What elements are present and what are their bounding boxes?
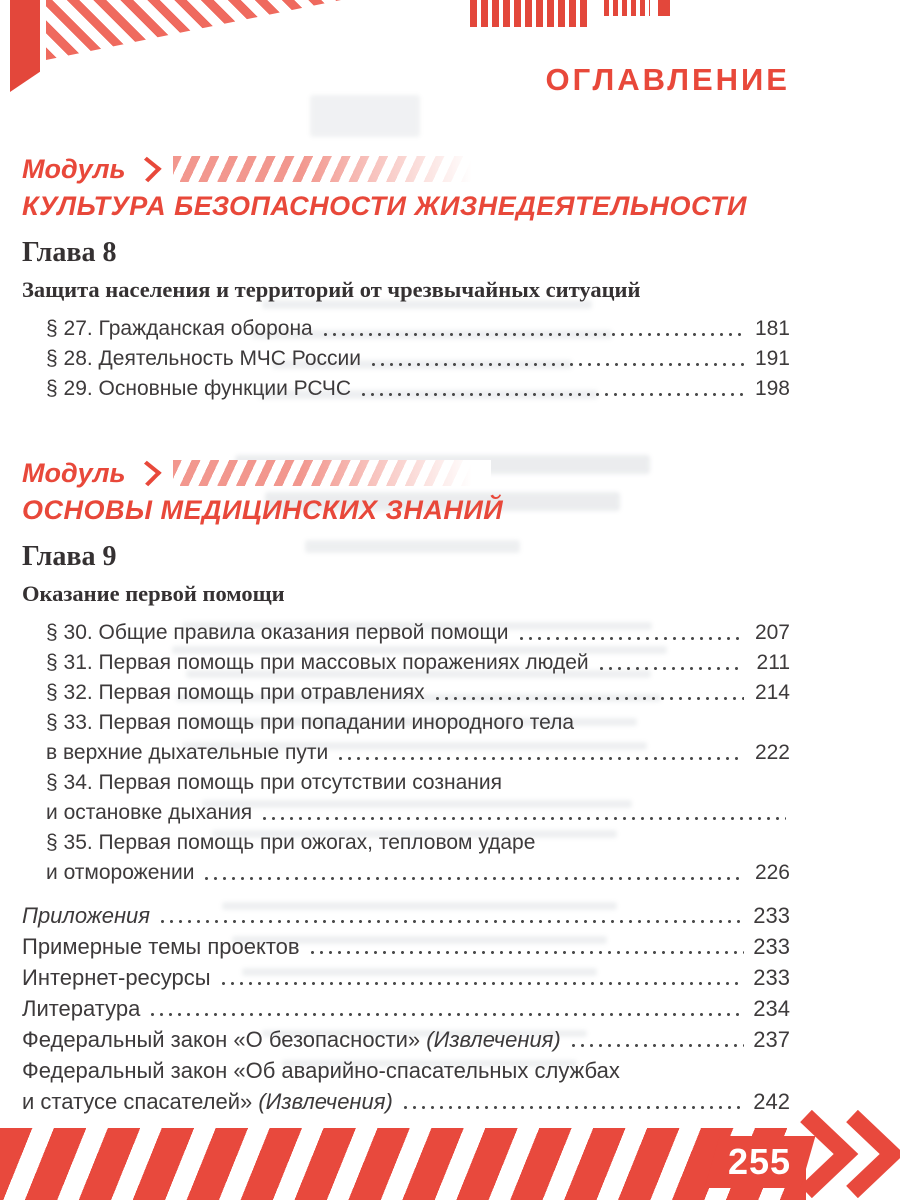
toc-entry — [22, 314, 790, 344]
toc-page-number: 222 — [754, 741, 790, 764]
toc-page-number: 233 — [753, 965, 790, 990]
page-number: 255 — [728, 1141, 792, 1182]
toc-text-segment: § 35. Первая помощь при ожогах, тепловом ударе — [46, 831, 536, 854]
leader-dots — [148, 1013, 744, 1016]
modules-container — [22, 154, 790, 888]
toc-entry-text — [46, 344, 361, 374]
toc-entry-text — [46, 798, 252, 828]
toc-text-segment: § 33. Первая помощь при попадании инородного тела — [46, 711, 575, 734]
toc-entry — [22, 1055, 790, 1117]
toc-text-segment: § 28. Деятельность МЧС России — [46, 347, 362, 370]
module-title: КУЛЬТУРА БЕЗОПАСНОСТИ ЖИЗНЕДЕЯТЕЛЬНОСТИ — [22, 191, 747, 221]
double-chevron-right-icon — [796, 1110, 900, 1198]
toc-text-segment: § 34. Первая помощь при отсутствии сознания — [46, 771, 502, 794]
toc-entry-text — [46, 828, 535, 858]
leader-dots — [401, 1106, 744, 1109]
toc-entry-line — [46, 344, 790, 374]
module-label: Модуль — [22, 154, 126, 184]
toc-entry-line — [46, 314, 790, 344]
toc-entry — [22, 931, 790, 962]
stripe-barcode-decoration-small — [604, 0, 650, 16]
toc-entry — [22, 678, 790, 708]
toc-entry — [22, 618, 790, 648]
module-title: ОСНОВЫ МЕДИЦИНСКИХ ЗНАНИЙ — [22, 495, 504, 525]
toc-entry-line — [22, 931, 790, 962]
toc-entry — [22, 993, 790, 1024]
toc-entry — [22, 374, 790, 404]
toc-text-segment: в верхние дыхательные пути — [46, 741, 329, 764]
toc-entry-line — [46, 618, 790, 648]
toc-entry — [22, 648, 790, 678]
toc-entry — [22, 708, 790, 768]
stripe-block-decoration — [658, 0, 670, 16]
toc-entry-line — [46, 678, 790, 708]
toc-text-segment: и отморожении — [46, 861, 195, 884]
toc-entry-line — [46, 738, 790, 768]
leader-dots — [308, 951, 744, 954]
toc-text-segment: и остановке дыхания — [46, 801, 253, 824]
toc-entry-line — [46, 708, 790, 738]
back-matter-list — [22, 900, 790, 1117]
toc-entry-line — [46, 798, 790, 828]
toc-entry-line — [46, 768, 790, 798]
toc-page-number: 198 — [754, 377, 790, 400]
stripe-barcode-decoration — [470, 0, 588, 27]
toc-text-segment: Приложения — [22, 903, 151, 928]
leader-dots — [369, 363, 744, 366]
toc-text-segment: Федеральный закон «Об аварийно-спасательных службах — [22, 1058, 620, 1083]
module-banner-stripes — [173, 460, 491, 486]
toc-entry — [22, 900, 790, 931]
toc-text-segment: Примерные темы проектов — [22, 934, 300, 959]
module-label: Модуль — [22, 458, 126, 488]
diagonal-stripes-icon — [46, 0, 341, 60]
toc-entry-text — [46, 708, 574, 738]
leader-dots — [219, 982, 744, 985]
toc-entry-line — [22, 1086, 790, 1117]
chapter-subtitle: Защита населения и территорий от чрезвычайных ситуаций — [22, 277, 641, 302]
toc-entry-text — [46, 374, 351, 404]
toc-entry-line — [46, 374, 790, 404]
toc-entry-line — [46, 648, 790, 678]
toc-entry-text — [22, 1086, 393, 1117]
toc-text-segment: § 29. Основные функции РСЧС — [46, 377, 352, 400]
toc-entry — [22, 768, 790, 828]
toc-entry-text — [22, 1055, 620, 1086]
toc-page-number: 226 — [754, 861, 790, 884]
toc-entry-line — [22, 900, 790, 931]
toc-page-number: 214 — [754, 681, 790, 704]
toc-text-segment: Федеральный закон «О безопасности» — [22, 1027, 427, 1052]
toc-page-number: 207 — [754, 621, 790, 644]
toc-entry-text — [46, 648, 589, 678]
toc-entry-line — [46, 858, 790, 888]
bottom-striped-band — [0, 1128, 806, 1200]
toc-page-number: 211 — [756, 651, 790, 674]
leader-dots — [260, 817, 786, 820]
toc-page-number: 181 — [754, 317, 790, 340]
toc-entry-text — [22, 931, 300, 962]
toc-entry-text — [46, 738, 328, 768]
chevron-right-icon — [133, 460, 161, 485]
toc-entry-text — [46, 314, 313, 344]
toc-entry-text — [46, 618, 509, 648]
leader-dots — [321, 333, 744, 336]
toc-entry-text — [22, 993, 140, 1024]
toc-text-segment: § 31. Первая помощь при массовых поражениях людей — [46, 651, 589, 674]
chapter-heading: Глава 8 — [22, 237, 117, 268]
toc-content — [22, 60, 790, 1146]
toc-entry-text — [46, 858, 194, 888]
leader-dots — [569, 1044, 744, 1047]
leader-dots — [517, 637, 745, 640]
toc-entry-line — [22, 1055, 790, 1086]
page-title: ОГЛАВЛЕНИЕ — [545, 62, 790, 97]
leader-dots — [359, 393, 744, 396]
toc-entry — [22, 1024, 790, 1055]
toc-entry-line — [22, 993, 790, 1024]
toc-entry-text — [46, 678, 425, 708]
toc-entry-line — [22, 962, 790, 993]
toc-entry-line — [46, 828, 790, 858]
toc-text-segment: Интернет-ресурсы — [22, 965, 211, 990]
module-header — [22, 458, 790, 488]
leader-dots — [202, 877, 744, 880]
toc-text-segment: Литература — [22, 996, 141, 1021]
chevron-right-icon — [133, 156, 161, 181]
toc-page-number: 233 — [753, 903, 790, 928]
toc-text-segment: и статусе спасателей» — [22, 1089, 259, 1114]
toc-entry — [22, 828, 790, 888]
toc-entry-text — [22, 900, 150, 931]
leader-dots — [433, 697, 744, 700]
toc-text-segment: (Извлечения) — [258, 1089, 393, 1114]
toc-page-number: 233 — [753, 934, 790, 959]
toc-entry — [22, 344, 790, 374]
module-banner-stripes — [173, 156, 491, 182]
toc-text-segment: § 27. Гражданская оборона — [46, 317, 313, 340]
toc-entry-text — [46, 768, 502, 798]
toc-entry — [22, 962, 790, 993]
toc-page-number: 234 — [753, 996, 790, 1021]
chapter-entries — [22, 314, 790, 404]
leader-dots — [336, 757, 744, 760]
toc-entry-text — [22, 962, 211, 993]
toc-page-number: 237 — [753, 1027, 790, 1052]
module-header — [22, 154, 790, 184]
toc-page-number: 191 — [754, 347, 790, 370]
leader-dots — [597, 667, 744, 670]
toc-text-segment: § 30. Общие правила оказания первой помощи — [46, 621, 509, 644]
chapter-subtitle: Оказание первой помощи — [22, 581, 285, 606]
toc-text-segment: § 32. Первая помощь при отравлениях — [46, 681, 425, 704]
toc-entry-line — [22, 1024, 790, 1055]
chapter-entries — [22, 618, 790, 888]
toc-text-segment: (Извлечения) — [426, 1027, 561, 1052]
toc-entry-text — [22, 1024, 561, 1055]
chapter-heading: Глава 9 — [22, 541, 117, 572]
leader-dots — [158, 920, 744, 923]
toc-page-number: 242 — [753, 1089, 790, 1114]
